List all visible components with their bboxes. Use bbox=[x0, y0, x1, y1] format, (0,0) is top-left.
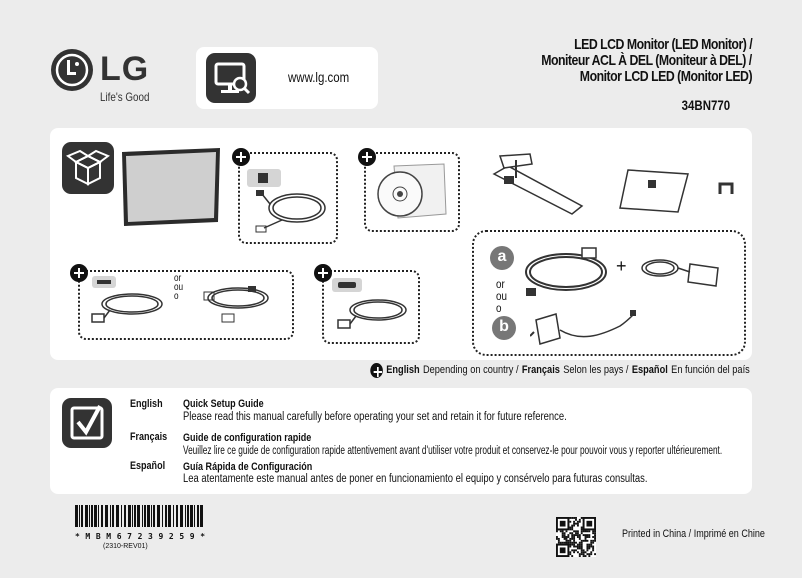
lg-wordmark: LG bbox=[100, 50, 150, 88]
power-adapter-icon bbox=[638, 246, 728, 296]
or-label-hdmi: or ou o bbox=[174, 273, 184, 302]
monitor-illustration bbox=[118, 148, 224, 226]
lg-face-icon bbox=[50, 48, 94, 92]
title-line-spanish: Monitor LCD LED (Monitor LED) bbox=[579, 68, 752, 85]
quick-setup-text: Please read this manual carefully before operating your set and retain it for future reference. bbox=[183, 411, 567, 423]
legend-english-text: Depending on country / bbox=[423, 364, 519, 376]
web-support-icon bbox=[206, 53, 256, 103]
stand-arm-illustration bbox=[490, 150, 590, 218]
title-line-french: Moniteur ACL À DEL (Moniteur à DEL) / bbox=[541, 52, 752, 69]
variant-b-badge: b bbox=[492, 316, 516, 340]
usb-cable-icon bbox=[242, 164, 332, 236]
package-box-icon bbox=[62, 142, 114, 194]
barcode-text: * M B M 6 7 2 3 9 2 5 9 * bbox=[75, 532, 206, 541]
hdmi-cable-icon bbox=[88, 272, 168, 330]
variant-a-badge: a bbox=[490, 246, 514, 270]
model-number: 34BN770 bbox=[681, 97, 730, 113]
legend-english-label: English bbox=[386, 364, 420, 376]
quick-setup-heading: Quick Setup Guide bbox=[183, 398, 264, 410]
legend-french-label: Français bbox=[522, 364, 561, 376]
wall-adapter-b-icon bbox=[530, 308, 640, 348]
revision-code: (2310-REV01) bbox=[103, 543, 148, 550]
displayport-cable-icon bbox=[198, 272, 278, 330]
quick-setup-panel bbox=[50, 388, 752, 494]
checklist-icon bbox=[62, 398, 112, 448]
cable-holder-icon bbox=[718, 180, 734, 196]
lg-logo bbox=[50, 48, 170, 104]
language-label: English bbox=[130, 398, 163, 410]
website-url[interactable]: www.lg.com bbox=[288, 69, 350, 85]
barcode-bars-icon bbox=[75, 505, 205, 527]
quick-setup-heading: Guía Rápida de Configuración bbox=[183, 461, 313, 473]
optional-plus-icon bbox=[371, 363, 384, 378]
or-label-adapter: or ou o bbox=[496, 277, 507, 315]
language-label: Español bbox=[130, 460, 166, 472]
barcode bbox=[75, 505, 205, 555]
language-label: Français bbox=[130, 431, 168, 443]
qr-code-icon bbox=[556, 517, 596, 557]
quick-setup-text: Veuillez lire ce guide de configuration rapide attentivement avant d'utiliser votre produit et conservez-le pour pouvoir vous y reporter ultérieurement. bbox=[183, 445, 723, 457]
plus-sign: + bbox=[616, 256, 627, 276]
legend-spanish-text: En función del país bbox=[671, 364, 750, 376]
quick-setup-text: Lea atentamente este manual antes de poner en funcionamiento el equipo y consérvelo para futuras consultas. bbox=[183, 473, 648, 485]
title-line-english: LED LCD Monitor (LED Monitor) / bbox=[573, 36, 752, 53]
stand-base-illustration bbox=[618, 166, 690, 216]
legend-line bbox=[371, 362, 750, 378]
box-contents-panel bbox=[50, 128, 752, 360]
quick-setup-heading: Guide de configuration rapide bbox=[183, 432, 312, 444]
cd-icon bbox=[372, 160, 452, 224]
website-panel bbox=[196, 47, 378, 109]
power-cord-a-icon bbox=[522, 244, 612, 302]
legend-french-text: Selon les pays / bbox=[563, 364, 629, 376]
lg-tagline: Life's Good bbox=[100, 90, 150, 104]
legend-spanish-label: Español bbox=[632, 364, 669, 376]
hdmi-cable-icon-2 bbox=[328, 274, 412, 336]
printed-in: Printed in China / Imprimé en Chine bbox=[622, 528, 765, 540]
optional-plus-icon bbox=[70, 264, 88, 282]
